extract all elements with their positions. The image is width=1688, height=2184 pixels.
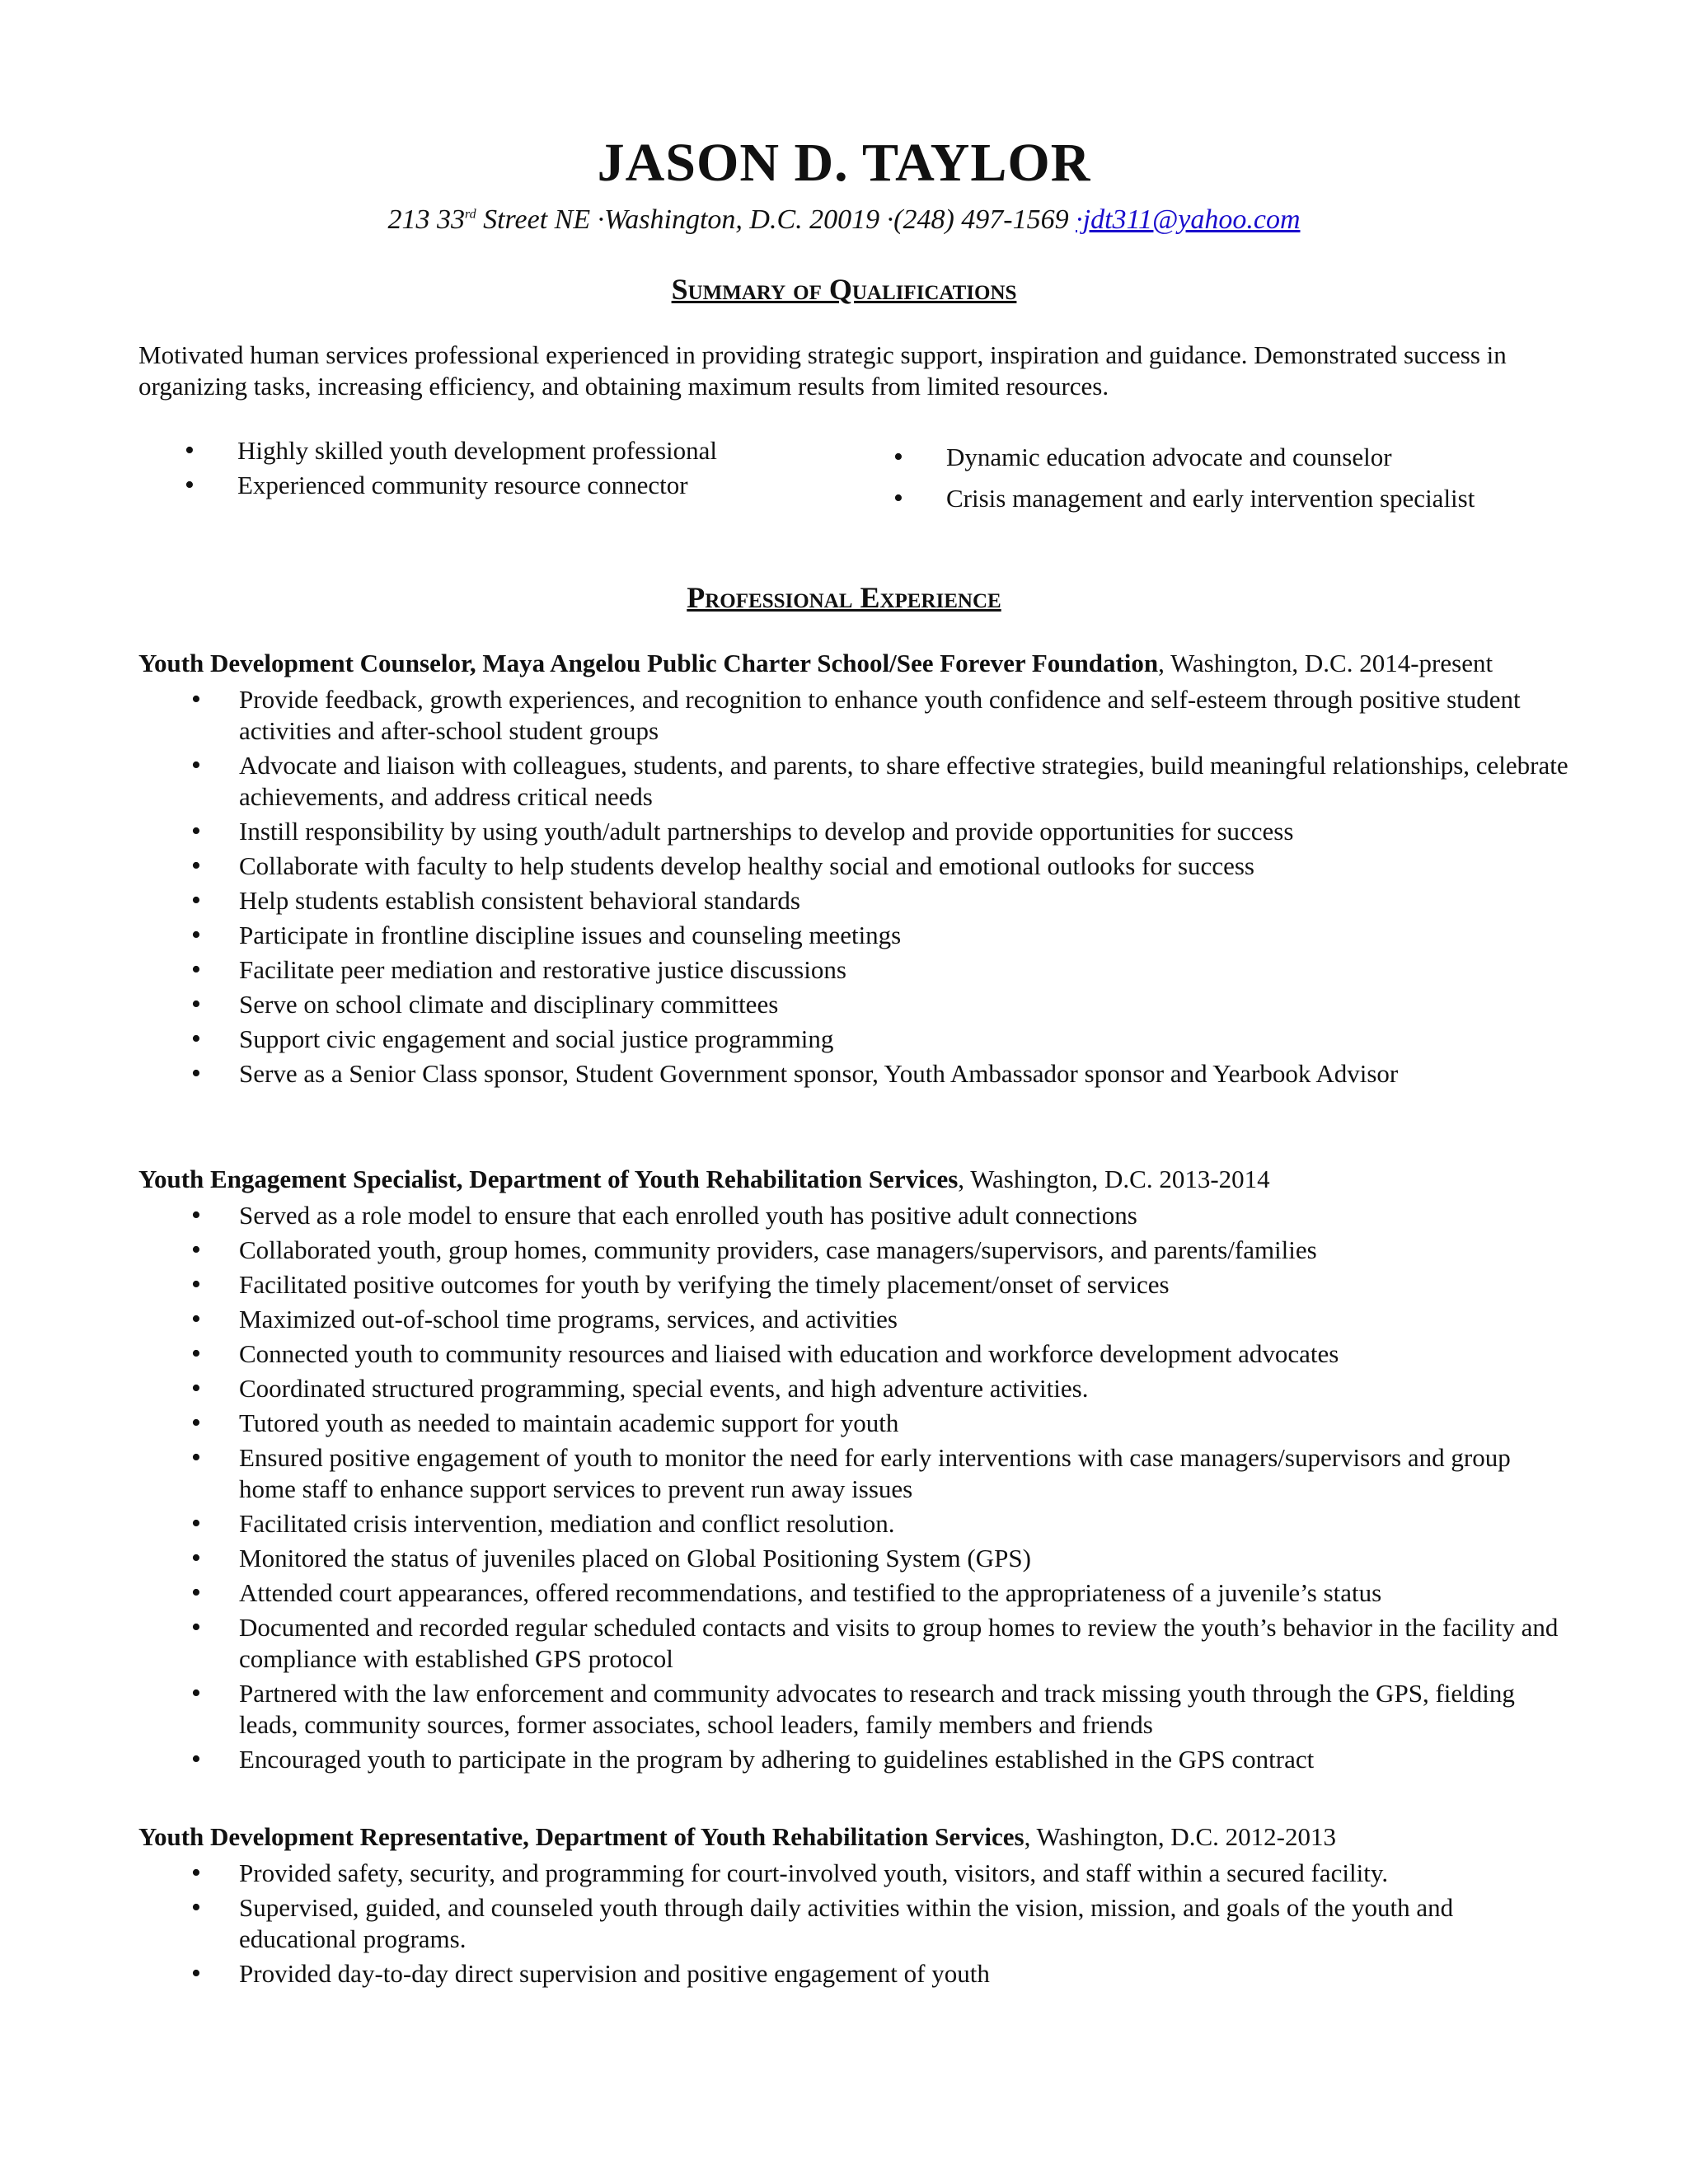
- job-role: Youth Development Representative, Department of Youth Rehabilitation Services: [138, 1822, 1025, 1851]
- job-heading: [138, 648, 1573, 679]
- list-item: • Support civic engagement and social justice programming: [138, 1024, 1573, 1055]
- list-item: • Advocate and liaison with colleagues, students, and parents, to share effective strategies, build meaningful relationships, celebrate achievements, and address critical needs: [138, 750, 1573, 813]
- list-item: • Coordinated structured programming, special events, and high adventure activities.: [138, 1373, 1573, 1404]
- list-item: • Instill responsibility by using youth/adult partnerships to develop and provide opportunities for success: [138, 816, 1573, 847]
- job-location-dates: , Washington, D.C. 2014-present: [1158, 649, 1493, 677]
- job-entry: [138, 648, 1573, 1093]
- list-item: • Supervised, guided, and counseled youth through daily activities within the vision, mission, and goals of the youth and educational programs.: [138, 1892, 1573, 1955]
- list-item: • Participate in frontline discipline issues and counseling meetings: [138, 920, 1573, 951]
- list-item: • Maximized out-of-school time programs, services, and activities: [138, 1304, 1573, 1335]
- list-item: • Collaborate with faculty to help students develop healthy social and emotional outlooks for success: [138, 851, 1573, 882]
- list-item: • Documented and recorded regular scheduled contacts and visits to group homes to review the youth’s behavior in the facility and compliance with established GPS protocol: [138, 1612, 1573, 1675]
- job-location-dates: , Washington, D.C. 2013-2014: [958, 1165, 1270, 1193]
- list-item: • Collaborated youth, group homes, community providers, case managers/supervisors, and parents/families: [138, 1235, 1573, 1266]
- list-item: • Attended court appearances, offered recommendations, and testified to the appropriateness of a juvenile’s status: [138, 1577, 1573, 1609]
- qualifications-right-list: [847, 442, 1573, 524]
- list-item: • Serve as a Senior Class sponsor, Student Government sponsor, Youth Ambassador sponsor and Yearbook Advisor: [138, 1058, 1573, 1090]
- job-entry: [138, 1821, 1573, 1993]
- job-bullet-list: [138, 684, 1573, 1090]
- job-bullet-list: [138, 1858, 1573, 1990]
- experience-title: Professional Experience: [687, 581, 1001, 614]
- list-item: • Ensured positive engagement of youth to monitor the need for early interventions with case managers/supervisors and group home staff to enhance support services to prevent run away issues: [138, 1442, 1573, 1505]
- list-item: • Served as a role model to ensure that each enrolled youth has positive adult connections: [138, 1200, 1573, 1231]
- list-item: • Partnered with the law enforcement and community advocates to research and track missing youth through the GPS, fielding leads, community sources, former associates, school leaders, family members and friends: [138, 1678, 1573, 1741]
- list-item: • Connected youth to community resources and liaised with education and workforce development advocates: [138, 1338, 1573, 1370]
- list-item: • Facilitate peer mediation and restorative justice discussions: [138, 954, 1573, 986]
- summary-paragraph: Motivated human services professional experienced in providing strategic support, inspiration and guidance. Demonstrated success in organizing tasks, increasing efficiency, and obtaining maximum results from limited resources.: [138, 340, 1507, 401]
- list-item: • Provided day-to-day direct supervision and positive engagement of youth: [138, 1958, 1573, 1990]
- qualification-item: • Crisis management and early intervention specialist: [847, 483, 1573, 514]
- summary-title: Summary of Qualifications: [671, 273, 1017, 306]
- job-heading: [138, 1821, 1573, 1853]
- list-item: • Provide feedback, growth experiences, and recognition to enhance youth confidence and self-esteem through positive student activities and after-school student groups: [138, 684, 1573, 747]
- list-item: • Monitored the status of juveniles placed on Global Positioning System (GPS): [138, 1543, 1573, 1574]
- job-role: Youth Development Counselor, Maya Angelou Public Charter School/See Forever Foundation: [138, 649, 1159, 677]
- list-item: • Encouraged youth to participate in the program by adhering to guidelines established in the GPS contract: [138, 1744, 1573, 1775]
- address-prefix: 213 33: [387, 204, 465, 235]
- qualification-item: • Dynamic education advocate and counselor: [847, 442, 1573, 473]
- email-link[interactable]: ·jdt311@yahoo.com: [1076, 204, 1301, 235]
- candidate-name: JASON D. TAYLOR: [597, 133, 1091, 193]
- list-item: • Serve on school climate and disciplinary committees: [138, 989, 1573, 1020]
- job-role: Youth Engagement Specialist, Department of Youth Rehabilitation Services: [138, 1165, 959, 1193]
- list-item: • Tutored youth as needed to maintain academic support for youth: [138, 1408, 1573, 1439]
- job-heading: [138, 1164, 1573, 1195]
- qualification-item: • Experienced community resource connector: [138, 470, 847, 501]
- list-item: • Help students establish consistent behavioral standards: [138, 885, 1573, 916]
- qualifications-left-list: [138, 435, 847, 504]
- list-item: • Facilitated positive outcomes for youth by verifying the timely placement/onset of services: [138, 1269, 1573, 1301]
- qualification-item: • Highly skilled youth development professional: [138, 435, 847, 466]
- job-location-dates: , Washington, D.C. 2012-2013: [1024, 1822, 1336, 1851]
- address-rest: Street NE ·Washington, D.C. 20019 ·(248) 497-1569: [476, 204, 1076, 235]
- list-item: • Provided safety, security, and programming for court-involved youth, visitors, and staff within a secured facility.: [138, 1858, 1573, 1889]
- list-item: • Facilitated crisis intervention, mediation and conflict resolution.: [138, 1508, 1573, 1540]
- job-bullet-list: [138, 1200, 1573, 1775]
- job-entry: [138, 1164, 1573, 1779]
- address-ordinal: rd: [464, 207, 476, 222]
- contact-line: [0, 204, 1688, 236]
